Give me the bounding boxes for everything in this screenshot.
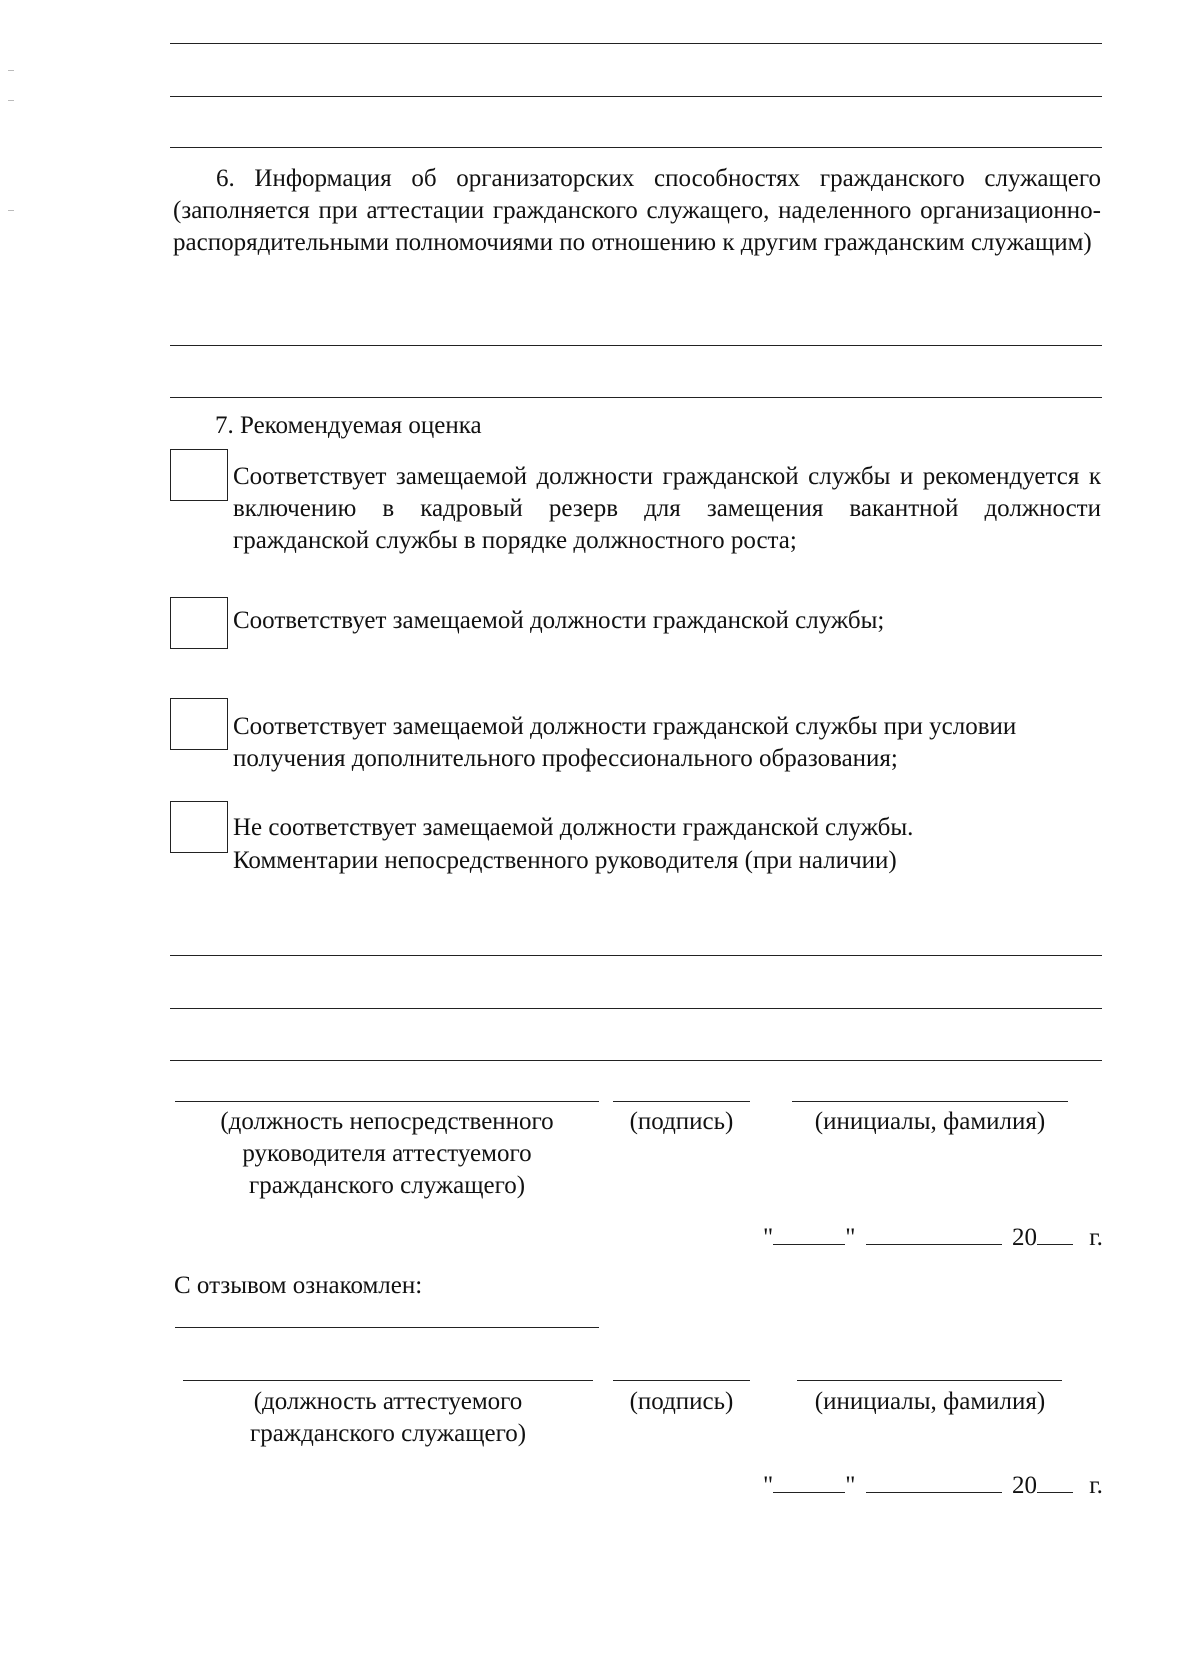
date-year-blank[interactable] xyxy=(1037,1220,1073,1245)
date-quote-close: " xyxy=(845,1224,856,1251)
fill-line[interactable] xyxy=(170,43,1102,44)
manager-name-line[interactable] xyxy=(792,1101,1068,1102)
date-year-prefix: 20 xyxy=(1011,1224,1037,1251)
option-checkbox-2[interactable] xyxy=(170,597,228,649)
manager-signature-caption: (подпись) xyxy=(629,1108,734,1135)
fill-line[interactable] xyxy=(170,147,1102,148)
manager-position-line[interactable] xyxy=(175,1101,599,1102)
date-month-blank[interactable] xyxy=(866,1468,1002,1493)
option-text-2: Соответствует замещаемой должности гражданской службы; xyxy=(233,607,885,634)
employee-signature-caption: (подпись) xyxy=(629,1388,734,1415)
date-year-prefix: 20 xyxy=(1011,1472,1037,1499)
acquainted-label: С отзывом ознакомлен: xyxy=(174,1272,423,1299)
fill-line[interactable] xyxy=(170,345,1102,346)
option-text-4: Не соответствует замещаемой должности гражданской службы. xyxy=(233,814,914,841)
employee-position-line[interactable] xyxy=(183,1380,593,1381)
comment-line[interactable] xyxy=(170,1060,1102,1061)
fill-line[interactable] xyxy=(170,96,1102,97)
manager-name-caption: (инициалы, фамилия) xyxy=(814,1108,1046,1135)
manager-position-caption: (должность непосредственного руководителя аттестуемого гражданского служащего) xyxy=(220,1108,554,1199)
comments-label: Комментарии непосредственного руководителя (при наличии) xyxy=(233,847,897,874)
employee-date xyxy=(763,1468,1103,1502)
manager-signature-line[interactable] xyxy=(613,1101,750,1102)
option-text-1: Соответствует замещаемой должности гражданской службы и рекомендуется к включению в кадровый резерв для замещения вакантной должности гражданской службы в порядке должностного роста; xyxy=(233,463,1101,554)
fill-line[interactable] xyxy=(170,397,1102,398)
comment-line[interactable] xyxy=(170,955,1102,956)
acquainted-line[interactable] xyxy=(175,1327,599,1328)
date-month-blank[interactable] xyxy=(866,1220,1002,1245)
option-checkbox-1[interactable] xyxy=(170,449,228,501)
employee-name-caption: (инициалы, фамилия) xyxy=(814,1388,1046,1415)
section6-text: 6. Информация об организаторских способностях гражданского служащего (заполняется при аттестации гражданского служащего, наделенного организационно-распорядительными полномочиями по отношению к другим гражданским служащим) xyxy=(173,165,1101,256)
date-quote-open: " xyxy=(763,1224,774,1251)
date-day-blank[interactable] xyxy=(773,1468,845,1493)
date-year-suffix: г. xyxy=(1089,1224,1103,1251)
employee-position-caption: (должность аттестуемого гражданского служащего) xyxy=(249,1388,527,1447)
scan-mark xyxy=(8,70,14,71)
date-quote-close: " xyxy=(845,1472,856,1499)
date-year-suffix: г. xyxy=(1089,1472,1103,1499)
scan-mark xyxy=(8,100,14,101)
section7-heading: 7. Рекомендуемая оценка xyxy=(215,412,482,439)
employee-signature-line[interactable] xyxy=(613,1380,750,1381)
date-quote-open: " xyxy=(763,1472,774,1499)
option-text-3: Соответствует замещаемой должности гражданской службы при условии получения дополнительного профессионального образования; xyxy=(233,713,1017,772)
option-checkbox-4[interactable] xyxy=(170,801,228,853)
employee-name-line[interactable] xyxy=(797,1380,1062,1381)
scan-mark xyxy=(8,210,14,211)
date-year-blank[interactable] xyxy=(1037,1468,1073,1493)
date-day-blank[interactable] xyxy=(773,1220,845,1245)
comment-line[interactable] xyxy=(170,1008,1102,1009)
option-checkbox-3[interactable] xyxy=(170,698,228,750)
manager-date xyxy=(763,1220,1103,1254)
